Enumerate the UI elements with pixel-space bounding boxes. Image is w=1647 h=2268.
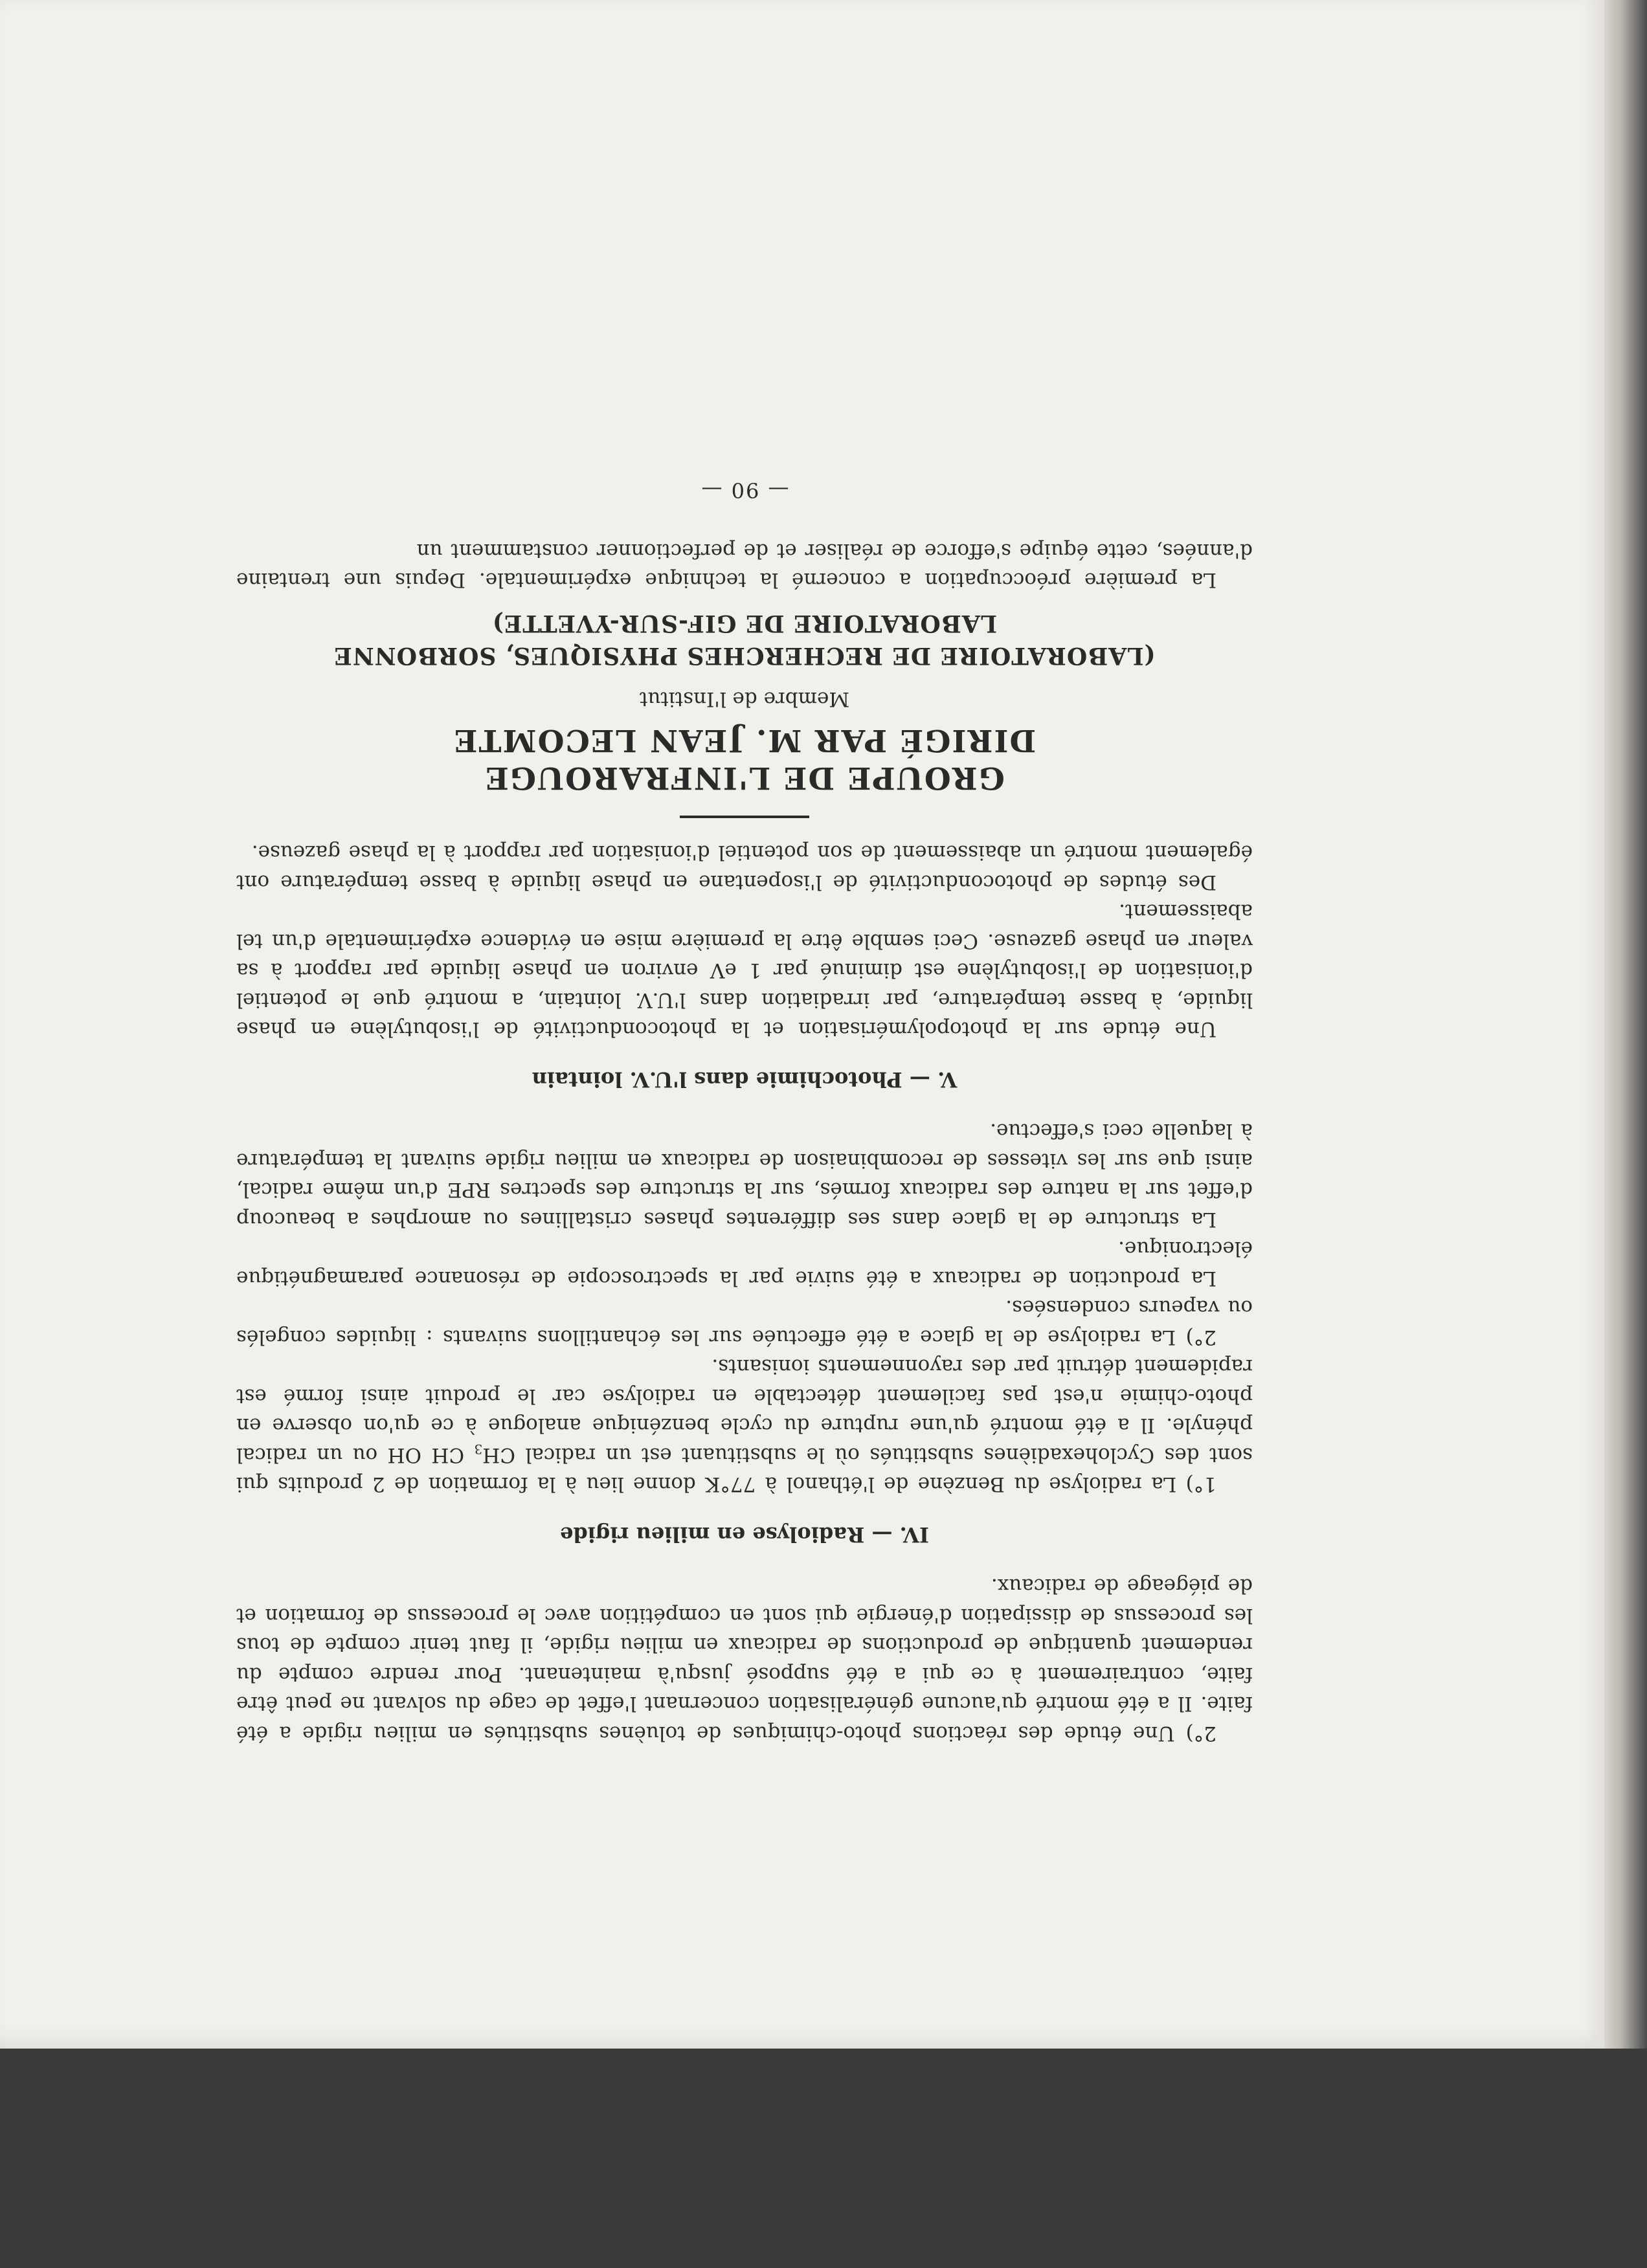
page-number: — 90 — [700, 478, 789, 503]
section-heading-iv: IV. — Radiolyse en milieu rigide [560, 1522, 929, 1547]
paragraph: La structure de la glace dans ses différentes phases cristallines ou amorphes a beaucoup d'effet sur la nature des radicaux formés, sur la structure des spectres RPE d'un même radical, ainsi que sur les vitesses de recombinaison de radicaux en milieu rigide suivant la température à laquelle ceci s'effectue. [236, 1119, 1253, 1231]
subscript: 3 [474, 1441, 483, 1457]
paper-edge [1604, 0, 1647, 2049]
group-director: DIRIGÉ PAR M. JEAN LECOMTE [453, 722, 1036, 758]
horizontal-rule [680, 816, 809, 818]
laboratory-name [236, 608, 1253, 673]
paragraph: Une étude sur la photopolymérisation et la photoconductivité de l'isobutylène en phase liquide, à basse température, par irradiation dans l'U.V. lointain, a montré que le potentiel d'ionisation de l'isobutylène est diminué par 1 eV environ en phase liquide par rapport à sa valeur en phase gazeuse. Ceci semble être la première mise en évidence expérimentale d'un tel abaissement. [236, 900, 1253, 1041]
section-heading-v: V. — Photochimie dans l'U.V. lointain [532, 1067, 958, 1092]
laboratory-name-line: (LABORATOIRE DE RECHERCHES PHYSIQUES, SORBONNE [333, 642, 1156, 670]
paragraph: La première préoccupation a concerné la technique expérimentale. Depuis une trentaine d'années, cette équipe s'efforce de réaliser et de perfectionner constamment un [236, 539, 1253, 592]
paragraph [236, 1351, 1253, 1499]
paragraph: 2°) La radiolyse de la glace a été effectuée sur les échantillons suivants : liquides congelés ou vapeurs condensées. [236, 1296, 1253, 1349]
member-note: Membre de l'Institut [639, 687, 850, 711]
text-run: CH OH ou un radical phényle. Il a été montré qu'une rupture du cycle benzénique analogue à ce qu'on observe en photo-chimie n'est pas facilement détectable en radiolyse car le produit ainsi formé est rapidement détruit par des rayonnements ionisants. [236, 1355, 1253, 1467]
text-run: 1°) La radiolyse du Benzène de l'éthanol à 77°K donne lieu à la formation de 2 produits qui sont des Cyclohexadiènes substitués où le substituant est un radical CH [236, 1443, 1253, 1496]
laboratory-name-line: LABORATOIRE DE GIF-SUR-YVETTE) [491, 610, 998, 638]
page-content-rotated [236, 246, 1253, 1748]
paragraph: Des études de photoconductivité de l'isopentane en phase liquide à basse température ont également montré un abaissement de son potentiel d'ionisation par rapport à la phase gazeuse. [236, 841, 1253, 894]
paragraph: La production de radicaux a été suivie par la spectroscopie de résonance paramagnétique électronique. [236, 1237, 1253, 1290]
group-title: GROUPE DE L'INFRAROUGE [484, 760, 1005, 795]
paragraph: 2°) Une étude des réactions photo-chimiques de toluènes substitués en milieu rigide a été faite. Il a été montré qu'aucune généralisation concernant l'effet de cage du solvant ne peut être faite, contrairement à ce qui a été supposé jusqu'à maintenant. Pour rendre compte du rendement quantique de productions de radicaux en milieu rigide, il faut tenir compte de tous les processus de dissipation d'énergie qui sont en compétition avec le processus de formation et de piégeage de radicaux. [236, 1574, 1253, 1745]
